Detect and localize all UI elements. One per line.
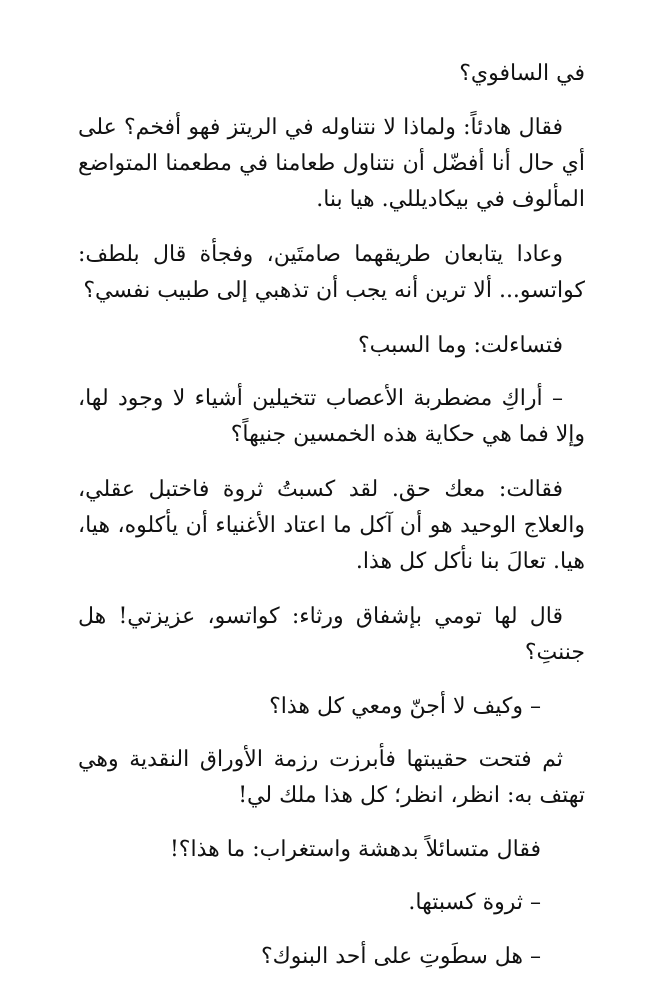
paragraph-10: فقال متسائلاً بدهشة واستغراب: ما هذا؟! <box>169 837 541 862</box>
paragraph-5: – أراكِ مضطربة الأعصاب تتخيلين أشياء لا وجود لها، وإلا فما هي حكاية هذه الخمسين جنيهاً؟ <box>78 386 585 447</box>
paragraph-11: – ثروة كسبتها. <box>408 890 541 915</box>
paragraph-12: – هل سطَوتِ على أحد البنوك؟ <box>260 944 541 969</box>
paragraph-4: فتساءلت: وما السبب؟ <box>357 333 563 358</box>
paragraph-9: ثم فتحت حقيبتها فأبرزت رزمة الأوراق النقدية وهي تهتف به: انظر، انظر؛ كل هذا ملك لي! <box>78 747 585 808</box>
paragraph-2: فقال هادئاً: ولماذا لا نتناوله في الريتز فهو أفخم؟ على أي حال أنا أفضّل أن نتناول طعامنا في مطعمنا المتواضع المألوف في بيكاديللي. هيا بنا. <box>78 115 585 212</box>
paragraph-8: – وكيف لا أجنّ ومعي كل هذا؟ <box>269 694 541 719</box>
paragraph-6: فقالت: معك حق. لقد كسبتُ ثروة فاختبل عقلي، والعلاج الوحيد هو أن آكل ما اعتاد الأغنياء أن يأكلوه، هيا، هيا. تعالَ بنا نأكل كل هذا. <box>78 477 585 574</box>
paragraph-3: وعادا يتابعان طريقهما صامتَين، وفجأة قال بلطف: كواتسو... ألا ترين أنه يجب أن تذهبي إلى طبيب نفسي؟ <box>78 242 585 303</box>
paragraph-1: في السافوي؟ <box>459 61 585 86</box>
paragraph-7: قال لها تومي بإشفاق ورثاء: كواتسو، عزيزتي! هل جننتِ؟ <box>78 604 585 665</box>
